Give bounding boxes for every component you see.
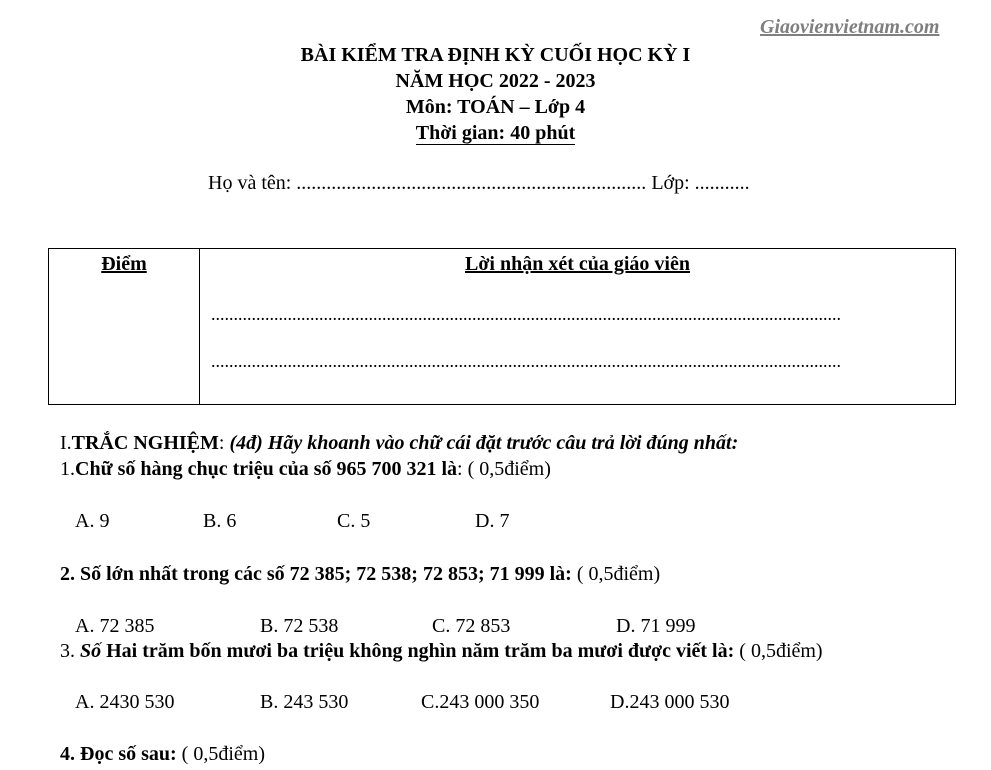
question-2-option-b[interactable]: B. 72 538	[260, 615, 339, 637]
section-1-heading	[60, 432, 738, 455]
comment-dots-line-2: ............................................................................................................................................	[211, 351, 841, 371]
question-4-text: . Đọc số sau:	[70, 743, 177, 765]
comment-cell	[200, 249, 956, 405]
question-1-number: 1.	[60, 458, 75, 480]
question-3-points: ( 0,5điểm)	[734, 640, 823, 662]
question-1-option-a[interactable]: A. 9	[75, 510, 110, 532]
question-2-option-a[interactable]: A. 72 385	[75, 615, 155, 637]
section-1-colon: :	[218, 432, 230, 454]
question-2	[60, 563, 660, 586]
question-3-italic-word: Số	[80, 640, 102, 662]
question-1	[60, 458, 551, 481]
question-1-option-c[interactable]: C. 5	[337, 510, 371, 532]
question-4-points: ( 0,5điểm)	[176, 743, 265, 765]
exam-title: BÀI KIỂM TRA ĐỊNH KỲ CUỐI HỌC KỲ I	[300, 44, 691, 66]
question-1-text: Chữ số hàng chục triệu của số 965 700 321 là	[75, 458, 458, 480]
question-3-number: 3.	[60, 640, 80, 662]
section-1-prefix: I.	[60, 432, 72, 454]
student-name-field[interactable]: Họ và tên: ......................................................................	[208, 172, 647, 194]
question-3-option-c[interactable]: C.243 000 350	[421, 691, 540, 713]
section-1-instruction: (4đ) Hãy khoanh vào chữ cái đặt trước câu trả lời đúng nhất:	[229, 432, 739, 454]
question-1-option-b[interactable]: B. 6	[203, 510, 237, 532]
question-4	[60, 743, 265, 766]
student-info-line	[208, 172, 750, 195]
subject-line: Môn: TOÁN – Lớp 4	[405, 96, 586, 118]
question-2-text: . Số lớn nhất trong các số 72 385; 72 538; 72 853; 71 999 là:	[70, 563, 572, 585]
question-3	[60, 640, 823, 663]
school-year: NĂM HỌC 2022 - 2023	[395, 70, 596, 92]
score-cell	[49, 249, 200, 405]
question-2-number: 2	[60, 563, 70, 585]
question-2-option-c[interactable]: C. 72 853	[432, 615, 511, 637]
time-line	[0, 120, 991, 146]
comment-label: Lời nhận xét của giáo viên	[465, 253, 690, 275]
student-class-field[interactable]: Lớp: ...........	[651, 172, 750, 194]
score-label: Điểm	[101, 253, 147, 275]
question-3-option-d[interactable]: D.243 000 530	[610, 691, 730, 713]
exam-header	[0, 42, 991, 146]
question-3-option-b[interactable]: B. 243 530	[260, 691, 349, 713]
comment-dots-line-1: ............................................................................................................................................	[211, 304, 841, 324]
question-1-points: : ( 0,5điểm)	[457, 458, 551, 480]
watermark: Giaovienvietnam.com	[760, 16, 940, 38]
question-3-option-a[interactable]: A. 2430 530	[75, 691, 175, 713]
section-1-title: TRẮC NGHIỆM	[71, 432, 219, 454]
question-3-text: Hai trăm bốn mươi ba triệu không nghìn năm trăm ba mươi được viết là:	[101, 640, 735, 662]
time-text: Thời gian: 40 phút	[415, 122, 576, 144]
question-2-points: ( 0,5điểm)	[571, 563, 661, 585]
question-2-option-d[interactable]: D. 71 999	[616, 615, 696, 637]
question-1-option-d[interactable]: D. 7	[475, 510, 510, 532]
question-4-number: 4	[60, 743, 70, 765]
grade-table	[48, 248, 956, 405]
